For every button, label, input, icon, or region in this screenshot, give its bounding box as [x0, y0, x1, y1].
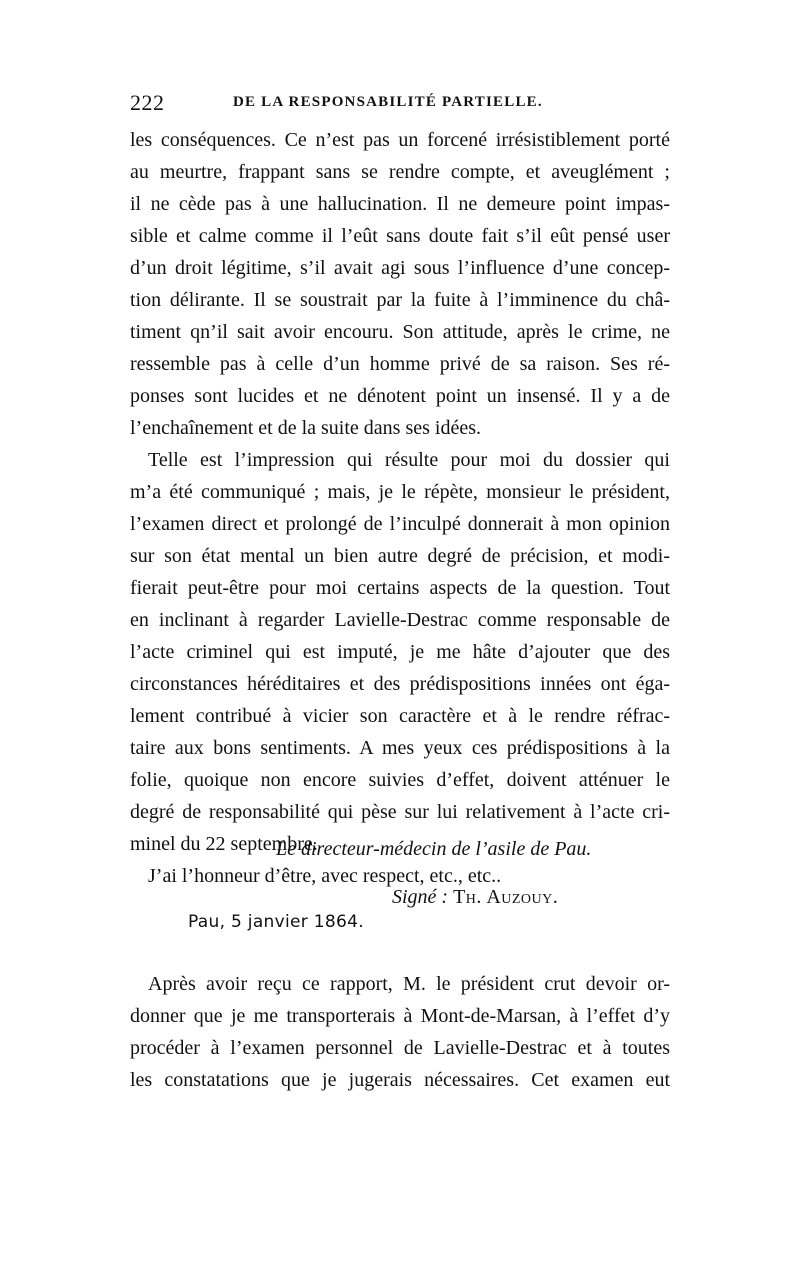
- signature-block: [130, 838, 670, 948]
- text-line: procéder à l’examen personnel de Lavielle-Destrac et à toutes: [130, 1037, 670, 1059]
- text-line: Telle est l’impression qui résulte pour moi du dossier qui: [148, 449, 670, 471]
- text-line: minel du 22 septembre.: [130, 833, 318, 855]
- text-line: circonstances héréditaires et des prédispositions innées ont éga-: [130, 673, 670, 695]
- text-line: degré de responsabilité qui pèse sur lui relativement à l’acte cri-: [130, 801, 670, 823]
- signature-title: Le directeur-médecin de l’asile de Pau.: [276, 838, 592, 860]
- text-line: sible et calme comme il l’eût sans doute fait s’il eût pensé user: [130, 225, 670, 247]
- page-number: 222: [130, 90, 165, 115]
- text-line: ponses sont lucides et ne dénotent point un insensé. Il y a de: [130, 385, 670, 407]
- paragraph-4: [130, 968, 670, 1096]
- text-line: ressemble pas à celle d’un homme privé de sa raison. Ses ré-: [130, 353, 670, 375]
- text-line: les conséquences. Ce n’est pas un forcené irrésistiblement porté: [130, 129, 670, 151]
- text-line: l’enchaînement et de la suite dans ses idées.: [130, 417, 481, 439]
- text-line: m’a été communiqué ; mais, je le répète, monsieur le président,: [130, 481, 670, 503]
- text-line: l’examen direct et prolongé de l’inculpé donnerait à mon opinion: [130, 513, 670, 535]
- text-line: taire aux bons sentiments. A mes yeux ces prédispositions à la: [130, 737, 670, 759]
- text-line: fierait peut-être pour moi certains aspects de la question. Tout: [130, 577, 670, 599]
- text-line: J’ai l’honneur d’être, avec respect, etc., etc..: [148, 865, 502, 887]
- text-line: au meurtre, frappant sans se rendre compte, et aveuglément ;: [130, 161, 670, 183]
- text-line: l’acte criminel qui est imputé, je me hâte d’ajouter que des: [130, 641, 670, 663]
- signatory-name: Th. Auzouy.: [453, 886, 559, 908]
- text-line: en inclinant à regarder Lavielle-Destrac comme responsable de: [130, 609, 670, 631]
- signed-label: Signé :: [392, 886, 449, 908]
- text-line: sur son état mental un bien autre degré de précision, et modi-: [130, 545, 670, 567]
- running-head: DE LA RESPONSABILITÉ PARTIELLE.: [233, 94, 543, 110]
- body-text-continued: [130, 968, 670, 1096]
- text-line: tion délirante. Il se soustrait par la fuite à l’imminence du châ-: [130, 289, 670, 311]
- text-line: les constatations que je jugerais nécessaires. Cet examen eut: [130, 1069, 670, 1091]
- text-line: Après avoir reçu ce rapport, M. le président crut devoir or-: [148, 973, 670, 995]
- text-line: lement contribué à vicier son caractère et à le rendre réfrac-: [130, 705, 670, 727]
- text-line: folie, quoique non encore suivies d’effet, doivent atténuer le: [130, 769, 670, 791]
- place-date: Pau, 5 janvier 1864.: [188, 912, 364, 932]
- text-line: timent qn’il sait avoir encouru. Son attitude, après le crime, ne: [130, 321, 670, 343]
- page-header: [130, 90, 670, 120]
- paragraph-1: [130, 124, 670, 444]
- paragraph-2: [130, 444, 670, 860]
- body-text: [130, 124, 670, 892]
- text-line: donner que je me transporterais à Mont-de-Marsan, à l’effet d’y: [130, 1005, 670, 1027]
- signature-signed: [392, 886, 558, 909]
- text-line: d’un droit légitime, s’il avait agi sous l’influence d’une concep-: [130, 257, 670, 279]
- text-line: il ne cède pas à une hallucination. Il ne demeure point impas-: [130, 193, 670, 215]
